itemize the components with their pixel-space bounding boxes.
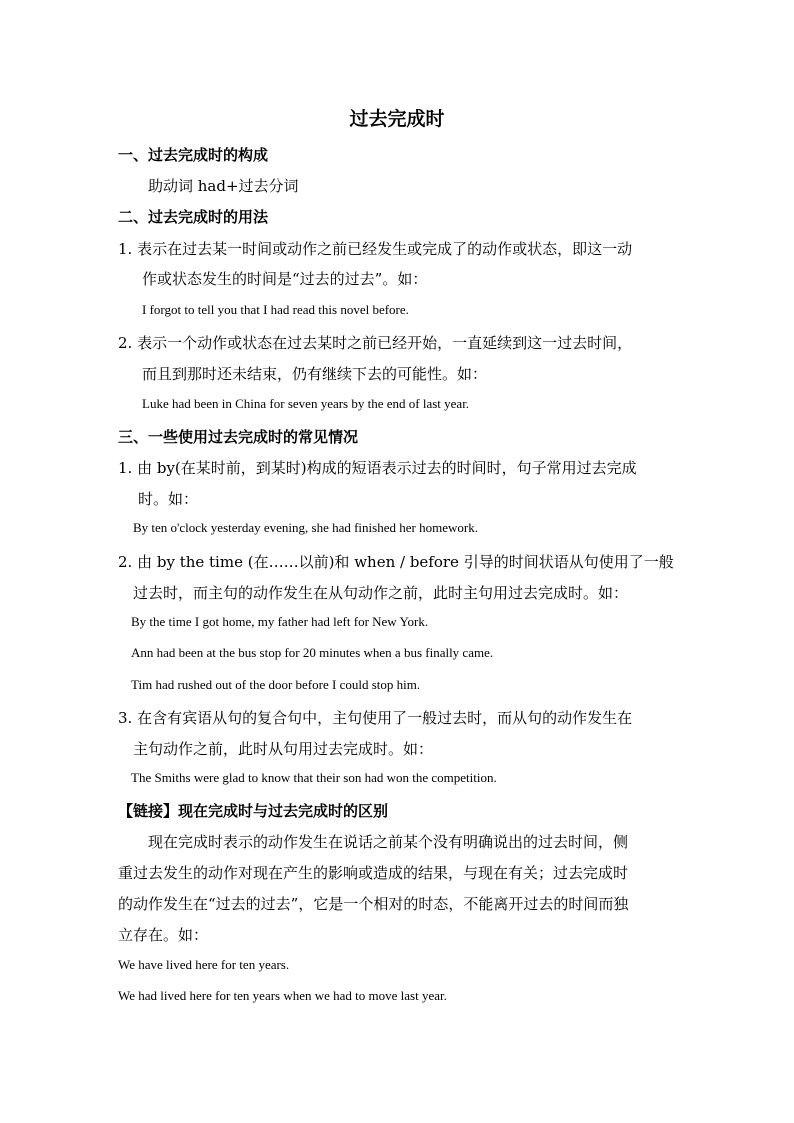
section3-item2-example2: Ann had been at the bus stop for 20 minutes when a bus finally came. [131,645,494,660]
section2-item1-line2: 作或状态发生的时间是“过去的过去”。如： [142,270,428,288]
section3-item2-line2: 过去时，而主句的动作发生在从句动作之前，此时主句用过去完成时。如： [133,584,629,602]
section3-heading: 三、一些使用过去完成时的常见情况 [118,428,359,446]
section1-heading: 一、过去完成时的构成 [118,146,269,164]
section2-item2-example: Luke had been in China for seven years by the end of last year. [142,396,470,411]
link-heading: 【链接】现在完成时与过去完成时的区别 [118,802,389,820]
section3-item2-example3: Tim had rushed out of the door before I could stop him. [131,677,421,692]
link-paragraph-line1: 现在完成时表示的动作发生在说话之前某个没有明确说出的过去时间，侧 [148,833,629,851]
page-title: 过去完成时 [349,108,445,130]
section2-item1-example: I forgot to tell you that I had read this novel before. [142,302,409,317]
link-paragraph-line4: 立存在。如： [118,926,209,944]
section2-item1-line1: 1. 表示在过去某一时间或动作之前已经发生或完成了的动作或状态，即这一动 [118,240,633,258]
link-example2: We had lived here for ten years when we had to move last year. [118,988,447,1003]
section3-item2-line1: 2. 由 by the time (在……以前)和 when / before 引导的时间状语从句使用了一般 [118,553,674,571]
section3-item1-line2: 时。如： [138,490,199,508]
section3-item3-line1: 3. 在含有宾语从句的复合句中，主句使用了一般过去时，而从句的动作发生在 [118,709,633,727]
section2-heading: 二、过去完成时的用法 [118,208,269,226]
section3-item3-line2: 主句动作之前，此时从句用过去完成时。如： [133,740,434,758]
link-paragraph-line2: 重过去发生的动作对现在产生的影响或造成的结果，与现在有关；过去完成时 [118,864,629,882]
section3-item3-example: The Smiths were glad to know that their son had won the competition. [131,770,497,785]
section1-formula: 助动词 had+过去分词 [148,177,299,195]
link-paragraph-line3: 的动作发生在“过去的过去”，它是一个相对的时态，不能离开过去的时间而独 [118,895,629,913]
link-example1: We have lived here for ten years. [118,957,290,972]
section3-item1-line1: 1. 由 by(在某时前，到某时)构成的短语表示过去的时间时，句子常用过去完成 [118,459,637,477]
section3-item1-example: By ten o'clock yesterday evening, she had finished her homework. [133,520,478,535]
section2-item2-line1: 2. 表示一个动作或状态在过去某时之前已经开始，一直延续到这一过去时间， [118,334,633,352]
section2-item2-line2: 而且到那时还未结束，仍有继续下去的可能性。如： [142,365,488,383]
section3-item2-example1: By the time I got home, my father had left for New York. [131,614,429,629]
